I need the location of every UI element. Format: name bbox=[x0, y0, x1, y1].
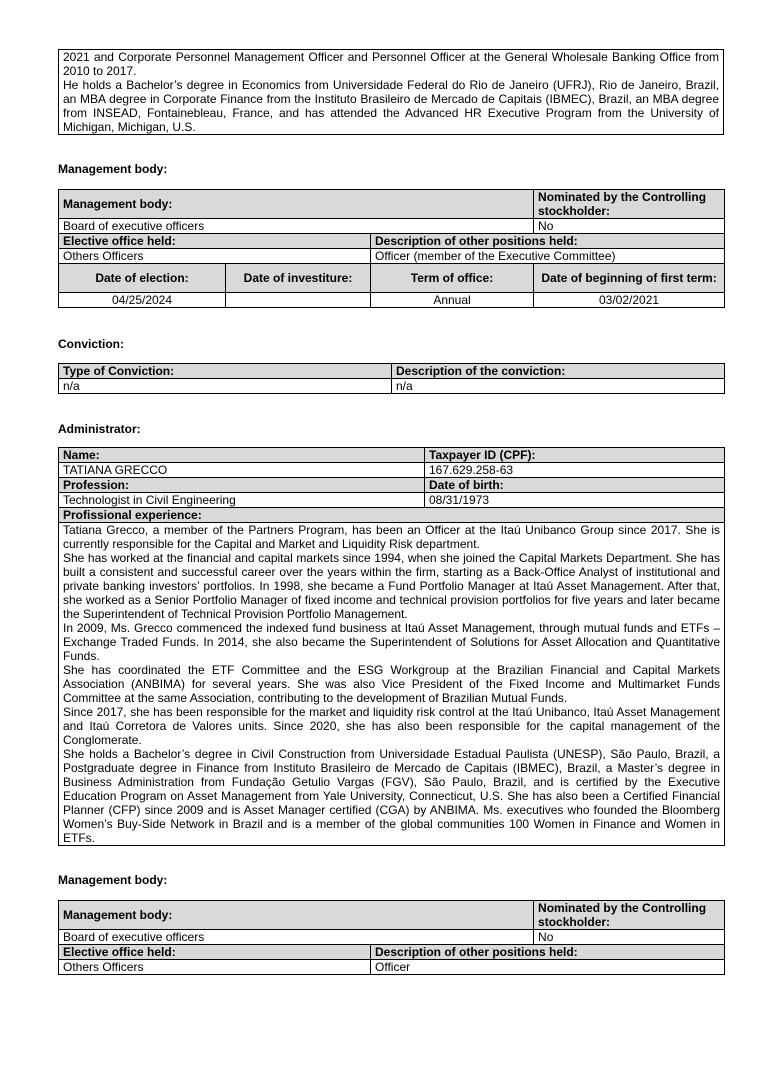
experience-paragraph: She has worked at the financial and capital markets since 1994, when she joined the Capital Markets Department. She has built a consistent and successful career over the years within the firm, starting as a Back-Office Analyst of institutional and private banking investors’ portfolios. In 1998, she became a Fund Portfolio Manager at Itaú Asset Management. After that, she worked as a Senior Portfolio Manager of fixed income and technical provision portfolios for five years and later became the Superintendent of Technical Provision Portfolio Management. bbox=[63, 551, 720, 621]
elective-office-label: Elective office held: bbox=[59, 234, 371, 249]
name-label: Name: bbox=[59, 448, 425, 463]
term-label: Term of office: bbox=[371, 264, 534, 293]
elective-office-value: Others Officers bbox=[59, 960, 371, 975]
section-title-management-body: Management body: bbox=[58, 162, 168, 176]
date-first-term-value: 03/02/2021 bbox=[534, 293, 725, 308]
conviction-desc-label: Description of the conviction: bbox=[392, 364, 725, 379]
conviction-type-label: Type of Conviction: bbox=[59, 364, 392, 379]
intro-cell bbox=[59, 50, 724, 135]
administrator-table bbox=[58, 447, 725, 846]
nominated-label: Nominated by the Controlling stockholder: bbox=[534, 901, 725, 930]
mgmt-body-value: Board of executive officers bbox=[59, 219, 534, 234]
other-positions-label: Description of other positions held: bbox=[371, 945, 725, 960]
section-title-conviction: Conviction: bbox=[58, 337, 124, 351]
elective-office-label: Elective office held: bbox=[59, 945, 371, 960]
conviction-desc-value: n/a bbox=[392, 379, 725, 394]
conviction-type-value: n/a bbox=[59, 379, 392, 394]
other-positions-value: Officer (member of the Executive Committee) bbox=[371, 249, 725, 264]
date-first-term-label: Date of beginning of first term: bbox=[534, 264, 725, 293]
other-positions-value: Officer bbox=[371, 960, 725, 975]
nominated-value: No bbox=[534, 930, 725, 945]
intro-paragraph: 2021 and Corporate Personnel Management Officer and Personnel Officer at the General Wholesale Banking Office from 2010 to 2017. bbox=[63, 50, 719, 78]
date-election-value: 04/25/2024 bbox=[59, 293, 226, 308]
date-election-label: Date of election: bbox=[59, 264, 226, 293]
name-value: TATIANA GRECCO bbox=[59, 463, 425, 478]
intro-paragraph: He holds a Bachelor’s degree in Economics from Universidade Federal do Rio de Janeiro (UFRJ), Rio de Janeiro, Brazil, an MBA degree in Corporate Finance from the Instituto Brasileiro de Mercado de Capitais (IBMEC), Brazil, an MBA degree from INSEAD, Fontainebleau, France, and has attended the Advanced HR Executive Program from the University of Michigan, Michigan, U.S. bbox=[63, 78, 719, 134]
document-page bbox=[58, 49, 724, 975]
dob-label: Date of birth: bbox=[425, 478, 725, 493]
mgmt-body-label: Management body: bbox=[59, 190, 534, 219]
date-investiture-value bbox=[226, 293, 371, 308]
mgmt-body-label: Management body: bbox=[59, 901, 534, 930]
experience-paragraph: Tatiana Grecco, a member of the Partners Program, has been an Officer at the Itaú Unibanco Group since 2017. She is currently responsible for the Capital and Market and Liquidity Risk department. bbox=[63, 523, 720, 551]
conviction-table bbox=[58, 363, 725, 394]
experience-paragraph: Since 2017, she has been responsible for the market and liquidity risk control at the Itaú Unibanco, Itaú Asset Management and Itaú Corretora de Valores units. Since 2020, she has also been responsible for the capital management of the Conglomerate. bbox=[63, 705, 720, 747]
elective-office-value: Others Officers bbox=[59, 249, 371, 264]
intro-table bbox=[58, 49, 724, 135]
section-title-administrator: Administrator: bbox=[58, 422, 141, 436]
nominated-value: No bbox=[534, 219, 725, 234]
experience-label: Profissional experience: bbox=[59, 508, 725, 523]
experience-paragraph: She holds a Bachelor’s degree in Civil Construction from Universidade Estadual Paulista (UNESP), São Paulo, Brazil, a Postgraduate degree in Finance from Instituto Brasileiro de Mercado de Capitais (IBMEC), Brazil, a Master’s degree in Business Administration from Fundação Getulio Vargas (FGV), São Paulo, Brazil, and is certified by the Executive Education Program on Asset Management from Yale University, Connecticut, U.S. She has also been a Certified Financial Planner (CFP) since 2009 and is Asset Manager certified (CGA) by ANBIMA. Ms. executives who founded the Bloomberg Women’s Buy-Side Network in Brazil and is a member of the global communities 100 Women in Finance and Women in ETFs. bbox=[63, 747, 720, 845]
management-body-table-2 bbox=[58, 900, 725, 975]
cpf-value: 167.629.258-63 bbox=[425, 463, 725, 478]
experience-paragraph: In 2009, Ms. Grecco commenced the indexed fund business at Itaú Asset Management, through mutual funds and ETFs – Exchange Traded Funds. In 2014, she also became the Superintendent of Solutions for Asset Allocation and Quantitative Funds. bbox=[63, 621, 720, 663]
profession-label: Profession: bbox=[59, 478, 425, 493]
cpf-label: Taxpayer ID (CPF): bbox=[425, 448, 725, 463]
section-title-management-body-2: Management body: bbox=[58, 873, 168, 887]
experience-paragraph: She has coordinated the ETF Committee and the ESG Workgroup at the Brazilian Financial and Capital Markets Association (ANBIMA) for several years. She was also Vice President of the Fixed Income and Multimarket Funds Committee at the same Association, contributing to the development of Brazilian Mutual Funds. bbox=[63, 663, 720, 705]
nominated-label: Nominated by the Controlling stockholder: bbox=[534, 190, 725, 219]
mgmt-body-value: Board of executive officers bbox=[59, 930, 534, 945]
management-body-table bbox=[58, 189, 725, 308]
other-positions-label: Description of other positions held: bbox=[371, 234, 725, 249]
profession-value: Technologist in Civil Engineering bbox=[59, 493, 425, 508]
date-investiture-label: Date of investiture: bbox=[226, 264, 371, 293]
experience-cell bbox=[59, 523, 725, 846]
dob-value: 08/31/1973 bbox=[425, 493, 725, 508]
term-value: Annual bbox=[371, 293, 534, 308]
